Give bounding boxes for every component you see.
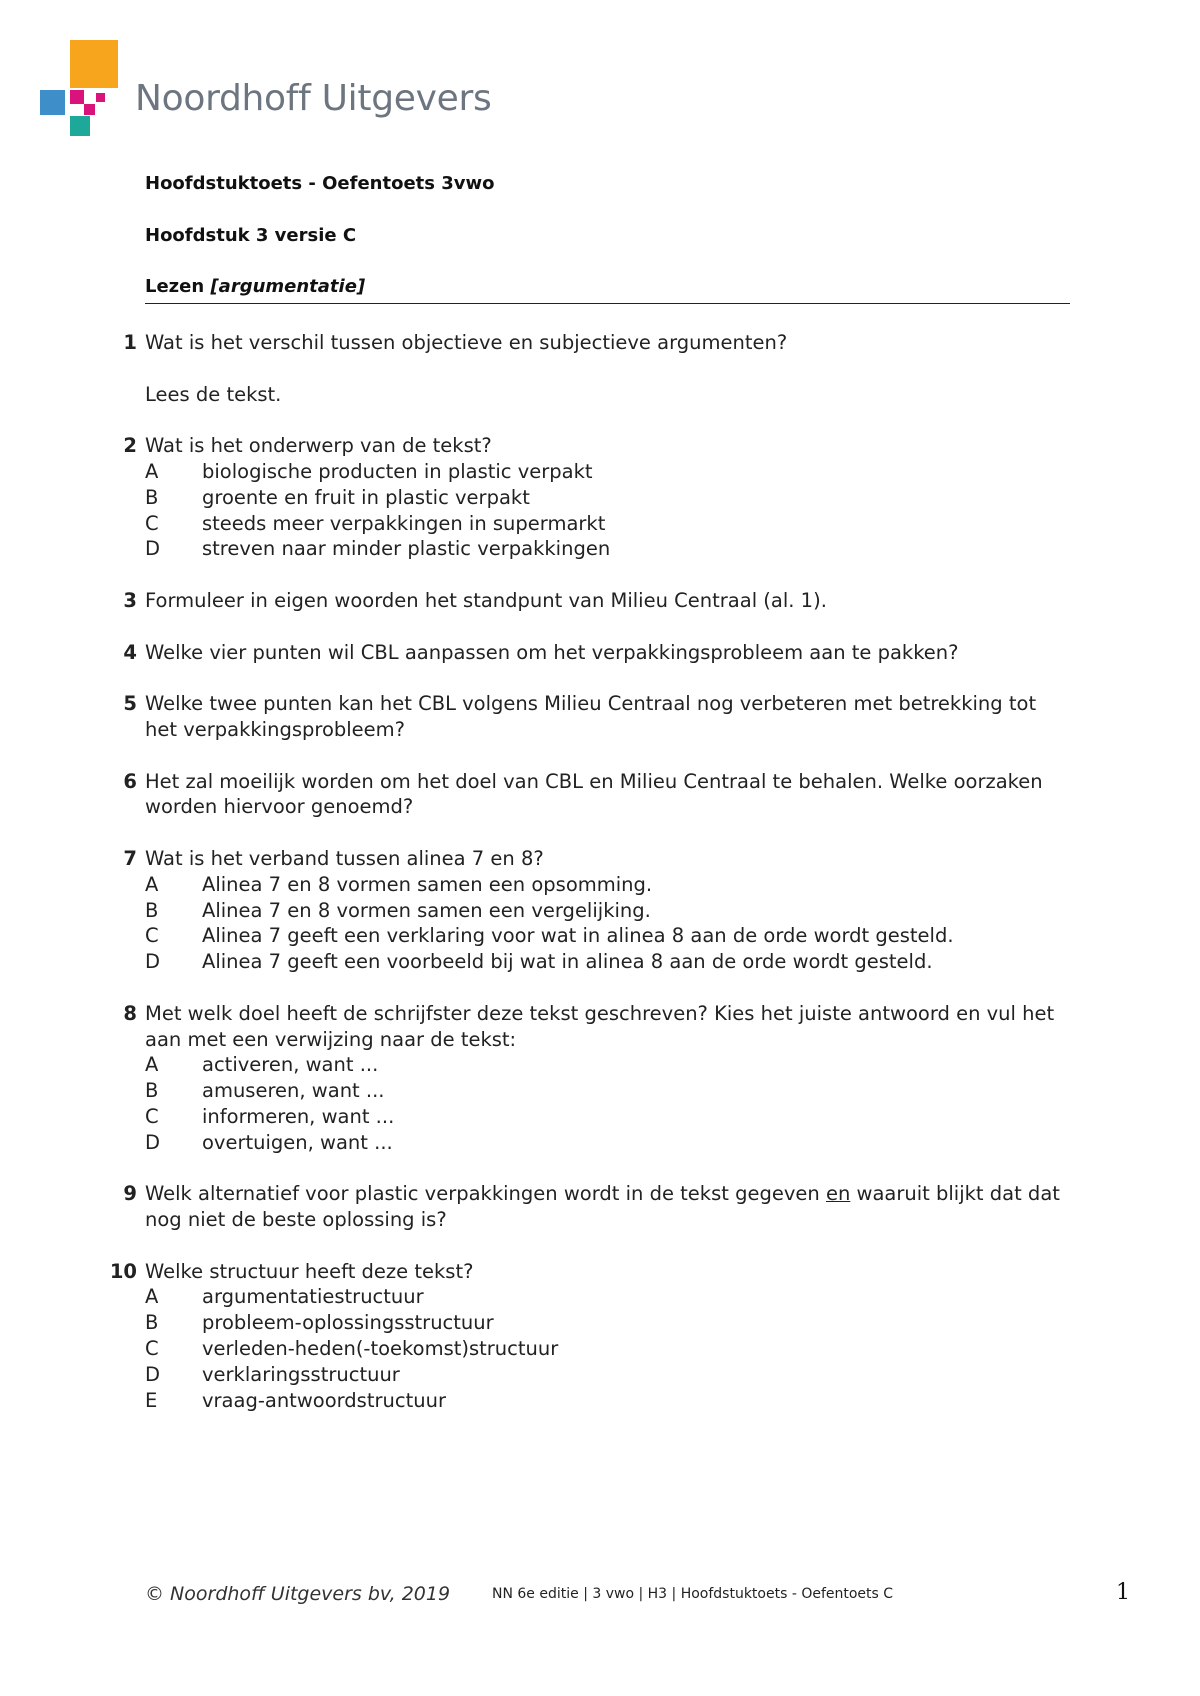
option-letter: D <box>145 950 161 974</box>
answer-option <box>145 923 1070 949</box>
page-footer <box>145 1580 1135 1613</box>
option-letter: D <box>145 1362 161 1386</box>
answer-option <box>145 1336 1070 1362</box>
answer-option <box>145 1078 1070 1104</box>
option-letter: D <box>145 537 161 561</box>
question-text: Wat is het onderwerp van de tekst? <box>145 434 492 458</box>
question-number: 4 <box>123 640 137 664</box>
option-text: verklaringsstructuur <box>202 1362 400 1386</box>
question-text: Welke structuur heeft deze tekst? <box>145 1259 474 1283</box>
question-text: Wat is het verband tussen alinea 7 en 8? <box>145 846 544 870</box>
option-letter: C <box>145 924 159 948</box>
answer-option <box>145 1130 1070 1156</box>
underlined-word: en <box>825 1182 851 1206</box>
option-letter: C <box>145 1337 159 1361</box>
option-text: informeren, want ... <box>202 1104 395 1128</box>
logo-square-orange <box>70 40 118 88</box>
answer-option <box>145 898 1070 924</box>
reading-instruction: Lees de tekst. <box>145 382 282 406</box>
option-letter: E <box>145 1388 158 1412</box>
logo-square-magenta-3 <box>96 93 105 102</box>
option-text: Alinea 7 geeft een voorbeeld bij wat in alinea 8 aan de orde wordt gesteld. <box>202 950 933 974</box>
document-title: Hoofdstuktoets - Oefentoets 3vwo <box>145 173 495 194</box>
option-text: overtuigen, want ... <box>202 1130 393 1154</box>
option-letter: A <box>145 1285 159 1309</box>
question-number: 6 <box>123 769 137 793</box>
question-10 <box>109 1259 1070 1414</box>
answer-option <box>145 1052 1070 1078</box>
answer-option <box>145 1310 1070 1336</box>
question-5 <box>123 691 1070 743</box>
option-text: streven naar minder plastic verpakkingen <box>202 537 611 561</box>
document-subtitle: Hoofdstuk 3 versie C <box>145 225 357 246</box>
page-number: 1 <box>1116 1580 1130 1605</box>
option-text: activeren, want ... <box>202 1053 379 1077</box>
answer-option <box>145 1104 1070 1130</box>
answer-option <box>145 949 1070 975</box>
question-list <box>109 330 1070 1413</box>
option-text: verleden-heden(-toekomst)structuur <box>202 1337 559 1361</box>
option-letter: B <box>145 1079 159 1103</box>
question-1 <box>123 330 1070 356</box>
section-heading <box>145 275 1070 304</box>
logo-square-teal <box>70 116 90 136</box>
answer-option <box>145 872 1070 898</box>
publisher-logo <box>40 40 510 140</box>
question-number: 2 <box>123 434 137 458</box>
question-text: Het zal moeilijk worden om het doel van CBL en Milieu Centraal te behalen. Welke oorzaken worden hiervoor genoemd? <box>145 769 1043 819</box>
document-body <box>109 172 1070 1439</box>
answer-option <box>145 1388 1070 1414</box>
question-3 <box>123 588 1070 614</box>
question-number: 5 <box>123 692 137 716</box>
answer-option <box>145 1284 1070 1310</box>
section-heading-prefix: Lezen <box>145 276 211 297</box>
option-letter: B <box>145 485 159 509</box>
option-text: Alinea 7 geeft een verklaring voor wat in alinea 8 aan de orde wordt gesteld. <box>202 924 954 948</box>
logo-text: Noordhoff Uitgevers <box>135 78 492 119</box>
option-letter: C <box>145 1104 159 1128</box>
question-4 <box>123 640 1070 666</box>
question-7 <box>123 846 1070 975</box>
question-text: Wat is het verschil tussen objectieve en subjectieve argumenten? <box>145 331 788 354</box>
option-text: probleem-oplossingsstructuur <box>202 1311 494 1335</box>
question-text-part: waaruit blijkt dat dat nog niet de beste oplossing is? <box>145 1182 1060 1232</box>
logo-square-blue <box>40 90 65 115</box>
option-text: vraag-antwoordstructuur <box>202 1388 446 1412</box>
option-letter: A <box>145 872 159 896</box>
option-text: groente en fruit in plastic verpakt <box>202 485 530 509</box>
question-text <box>145 1181 1070 1233</box>
question-text: Formuleer in eigen woorden het standpunt van Milieu Centraal (al. 1). <box>145 588 827 612</box>
question-text-part: Welk alternatief voor plastic verpakkingen wordt in de tekst gegeven <box>145 1182 826 1206</box>
option-text: Alinea 7 en 8 vormen samen een opsomming. <box>202 872 653 896</box>
answer-option <box>145 511 1070 537</box>
question-number: 10 <box>109 1259 137 1283</box>
question-2 <box>123 433 1070 562</box>
option-text: biologische producten in plastic verpakt <box>202 459 593 483</box>
question-number: 1 <box>123 331 137 354</box>
answer-option <box>145 485 1070 511</box>
option-text: Alinea 7 en 8 vormen samen een vergelijking. <box>202 898 651 922</box>
question-9 <box>123 1181 1070 1233</box>
question-text: Welke twee punten kan het CBL volgens Milieu Centraal nog verbeteren met betrekking tot het verpakkingsprobleem? <box>145 692 1037 741</box>
question-8 <box>123 1001 1070 1156</box>
logo-square-magenta-2 <box>84 104 95 115</box>
copyright-notice: © Noordhoff Uitgevers bv, 2019 <box>145 1583 451 1605</box>
option-letter: D <box>145 1130 161 1154</box>
option-letter: A <box>145 459 159 483</box>
option-text: argumentatiestructuur <box>202 1285 424 1309</box>
document-meta: NN 6e editie | 3 vwo | H3 | Hoofdstuktoets - Oefentoets C <box>492 1586 894 1602</box>
answer-option <box>145 1362 1070 1388</box>
question-number: 3 <box>123 588 137 612</box>
section-heading-topic: [argumentatie] <box>210 276 366 297</box>
question-6 <box>123 769 1070 821</box>
logo-square-magenta-1 <box>70 90 84 104</box>
option-text: amuseren, want ... <box>202 1079 385 1103</box>
option-letter: B <box>145 1311 159 1335</box>
question-number: 9 <box>123 1182 137 1206</box>
option-letter: A <box>145 1053 159 1077</box>
option-text: steeds meer verpakkingen in supermarkt <box>202 511 606 535</box>
answer-option <box>145 459 1070 485</box>
question-text: Welke vier punten wil CBL aanpassen om het verpakkingsprobleem aan te pakken? <box>145 640 959 664</box>
option-letter: B <box>145 898 159 922</box>
option-letter: C <box>145 511 159 535</box>
question-number: 8 <box>123 1001 137 1025</box>
question-text: Met welk doel heeft de schrijfster deze tekst geschreven? Kies het juiste antwoord en vul het aan met een verwijzing naar de tekst: <box>145 1001 1055 1051</box>
question-number: 7 <box>123 846 137 870</box>
answer-option <box>145 536 1070 562</box>
